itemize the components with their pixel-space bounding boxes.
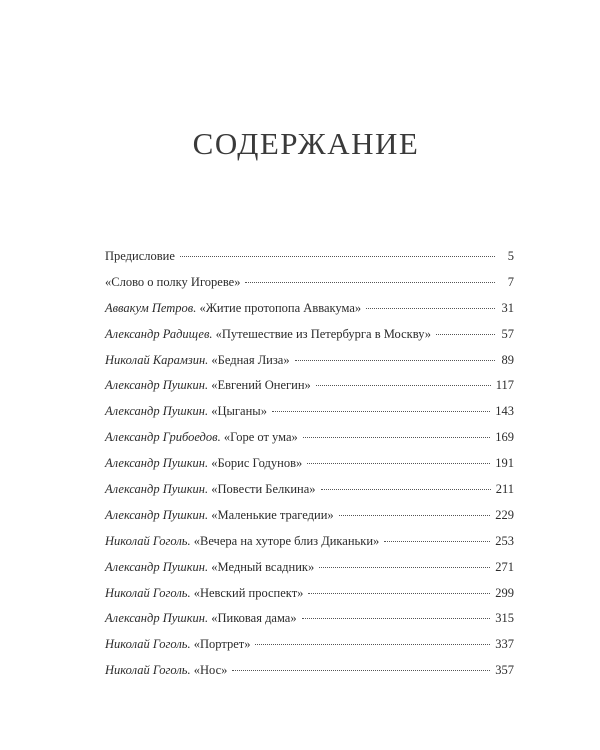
toc-entry-text (105, 274, 240, 290)
toc-page-number: 191 (495, 456, 514, 471)
toc-work-title: «Портрет» (193, 637, 251, 652)
toc-author-separator: . (205, 378, 212, 393)
toc-entry (105, 300, 514, 326)
toc-work-title: «Невский проспект» (193, 585, 304, 600)
toc-author: Николай Гоголь (105, 585, 188, 600)
dot-leader (339, 515, 491, 516)
toc-author-separator: . (205, 456, 212, 471)
toc-work-title: «Цыганы» (211, 404, 267, 419)
toc-author-separator: . (205, 507, 212, 522)
toc-entry (105, 429, 514, 455)
toc-entry (105, 248, 514, 274)
toc-entry (105, 377, 514, 403)
toc-author-separator: . (209, 326, 216, 341)
toc-work-title: «Евгений Онегин» (211, 378, 311, 393)
toc-entry-text (105, 533, 379, 549)
toc-entry (105, 636, 514, 662)
toc-author: Аввакум Петров (105, 300, 194, 315)
toc-author: Александр Пушкин (105, 507, 205, 522)
toc-entry (105, 559, 514, 585)
toc-author-separator: . (187, 637, 194, 652)
toc-author-separator: . (205, 482, 212, 497)
toc-entry (105, 352, 514, 378)
toc-entry-text (105, 559, 314, 575)
toc-author-separator: . (205, 352, 212, 367)
dot-leader (255, 644, 490, 645)
toc-entry-text (105, 429, 298, 445)
toc-page-number: 57 (501, 326, 514, 341)
dot-leader (307, 463, 490, 464)
toc-entry-text (105, 662, 227, 678)
toc-entry-text (105, 455, 302, 471)
dot-leader (245, 282, 495, 283)
table-of-contents (105, 248, 514, 688)
toc-author-separator: . (187, 663, 194, 678)
toc-work-title: «Житие протопопа Аввакума» (199, 300, 362, 315)
toc-entry-text (105, 326, 431, 342)
toc-page-number: 271 (495, 559, 514, 574)
toc-author-separator: . (187, 533, 194, 548)
toc-author: Александр Пушкин (105, 611, 205, 626)
toc-author-separator: . (205, 559, 212, 574)
toc-author-separator: . (193, 300, 200, 315)
toc-page-number: 337 (495, 637, 514, 652)
toc-page-number: 7 (507, 274, 514, 289)
toc-entry-text (105, 585, 303, 601)
dot-leader (272, 411, 490, 412)
toc-page-number: 357 (495, 663, 514, 678)
toc-work-title: «Вечера на хуторе близ Диканьки» (193, 533, 380, 548)
toc-entry-text (105, 300, 361, 316)
toc-entry-text (105, 636, 250, 652)
dot-leader (303, 437, 491, 438)
dot-leader (316, 385, 491, 386)
toc-work-title: «Борис Годунов» (211, 456, 303, 471)
toc-author: Александр Радищев (105, 326, 210, 341)
toc-work-title: «Маленькие трагедии» (211, 507, 334, 522)
toc-entry (105, 662, 514, 688)
toc-author: Александр Пушкин (105, 456, 205, 471)
dot-leader (295, 360, 495, 361)
toc-author: Александр Пушкин (105, 559, 205, 574)
toc-author: Александр Грибоедов (105, 430, 218, 445)
toc-entry (105, 610, 514, 636)
toc-page-number: 211 (495, 482, 514, 497)
toc-author: Александр Пушкин (105, 404, 205, 419)
toc-entry (105, 326, 514, 352)
toc-page-number: 89 (501, 352, 514, 367)
toc-page-number: 299 (495, 585, 514, 600)
dot-leader (319, 567, 490, 568)
toc-work-title: «Нос» (193, 663, 228, 678)
toc-work-title: «Пиковая дама» (211, 611, 297, 626)
toc-page-number: 117 (495, 378, 514, 393)
toc-author: Николай Карамзин (105, 352, 206, 367)
toc-entry-text (105, 610, 297, 626)
toc-author-separator: . (187, 585, 194, 600)
toc-entry (105, 585, 514, 611)
toc-entry-text (105, 403, 267, 419)
toc-work-title: «Бедная Лиза» (211, 352, 290, 367)
page-title: СОДЕРЖАНИЕ (192, 126, 420, 161)
dot-leader (302, 618, 491, 619)
toc-entry-text (105, 481, 316, 497)
toc-entry (105, 507, 514, 533)
toc-entry (105, 455, 514, 481)
toc-author: Николай Гоголь (105, 533, 188, 548)
dot-leader (384, 541, 490, 542)
toc-author-separator: . (217, 430, 224, 445)
toc-entry-text (105, 352, 290, 368)
toc-author: Александр Пушкин (105, 482, 205, 497)
toc-author-separator: . (205, 611, 212, 626)
toc-page-number: 315 (495, 611, 514, 626)
toc-author: Николай Гоголь (105, 663, 188, 678)
toc-work-title: Предисловие (105, 249, 175, 263)
toc-entry (105, 481, 514, 507)
dot-leader (180, 256, 495, 257)
toc-author: Александр Пушкин (105, 378, 205, 393)
dot-leader (436, 334, 495, 335)
toc-page-number: 31 (501, 300, 514, 315)
toc-entry (105, 274, 514, 300)
dot-leader (308, 593, 490, 594)
dot-leader (366, 308, 495, 309)
toc-page-number: 253 (495, 533, 514, 548)
toc-work-title: «Повести Белкина» (211, 482, 316, 497)
dot-leader (232, 670, 490, 671)
toc-author: Николай Гоголь (105, 637, 188, 652)
toc-page-number: 169 (495, 430, 514, 445)
toc-entry (105, 533, 514, 559)
dot-leader (321, 489, 491, 490)
toc-page-number: 5 (507, 249, 514, 263)
toc-page-number: 229 (495, 507, 514, 522)
toc-author-separator: . (205, 404, 212, 419)
toc-entry-text (105, 377, 311, 393)
toc-work-title: «Горе от ума» (223, 430, 298, 445)
toc-page-number: 143 (495, 404, 514, 419)
toc-entry-text (105, 507, 334, 523)
toc-work-title: «Путешествие из Петербурга в Москву» (215, 326, 432, 341)
toc-entry (105, 403, 514, 429)
toc-work-title: «Слово о полку Игореве» (105, 274, 241, 289)
toc-work-title: «Медный всадник» (211, 559, 315, 574)
toc-entry-text (105, 248, 175, 264)
